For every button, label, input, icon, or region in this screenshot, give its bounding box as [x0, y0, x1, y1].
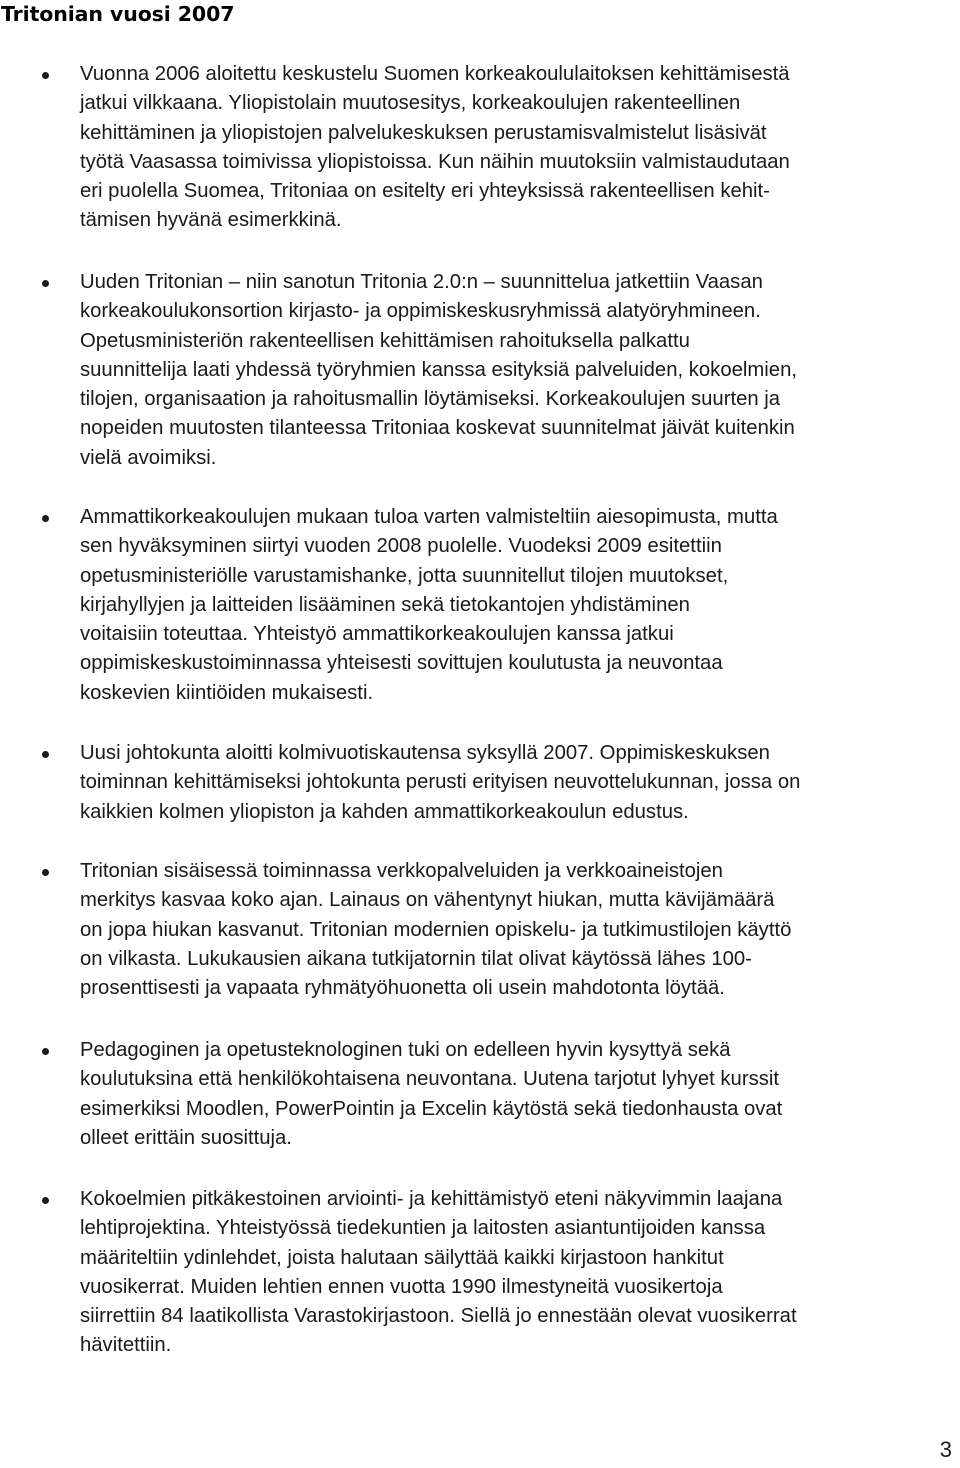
bullet-text: Tritonian sisäisessä toiminnassa verkkopalveluiden ja verkkoaineistojen merkitys kasvaa koko ajan. Lainaus on vähentynyt hiukan, mutta kävijämäärä on jopa hiukan kasvanut. Tritonian modernien opiskelu- ja tutkimustilojen käyttö on vilkasta. Lukukausien aikana tutkijatornin tilat olivat käytössä lähes 100- prosenttisesti ja vapaata ryhmätyöhuonetta oli usein mahdotonta löytää. [80, 860, 792, 1000]
page-number: 3 [939, 1437, 952, 1462]
bullet-text: Kokoelmien pitkäkestoinen arviointi- ja kehittämistyö eteni näkyvimmin laajana lehtiprojektina. Yhteistyössä tiedekuntien ja laitosten asiantuntijoiden kanssa määriteltiin ydinlehdet, joista halutaan säilyttää kaikki kirjastoon hankitut vuosikerrat. Muiden lehtien ennen vuotta 1990 ilmestyneitä vuosikertoja siirrettiin 84 laatikollista Varastokirjastoon. Siellä jo ennestään olevat vuosikerrat hävitettiin. [80, 1188, 797, 1357]
bullet-icon [42, 751, 49, 758]
bullet-text: Pedagoginen ja opetusteknologinen tuki on edelleen hyvin kysyttyä sekä koulutuksina että henkilökohtaisena neuvontana. Uutena tarjotut lyhyet kurssit esimerkiksi Moodlen, PowerPointin ja Excelin käytöstä sekä tiedonhausta ovat olleet erittäin suosittuja. [80, 1039, 783, 1149]
bullet-icon [42, 1048, 49, 1055]
bullet-icon [42, 1197, 49, 1204]
bullet-text: Ammattikorkeakoulujen mukaan tuloa varten valmisteltiin aiesopimusta, mutta sen hyväksyminen siirtyi vuoden 2008 puolelle. Vuodeksi 2009 esitettiin opetusministeriölle varustamishanke, jotta suunnitellut tilojen muutokset, kirjahyllyjen ja laitteiden lisääminen sekä tietokantojen yhdistäminen voitaisiin toteuttaa. Yhteistyö ammattikorkeakoulujen kanssa jatkui oppimiskeskustoiminnassa yhteisesti sovittujen koulutusta ja neuvontaa koskevien kiintiöiden mukaisesti. [80, 506, 778, 704]
bullet-icon [42, 72, 49, 79]
bullet-icon [42, 515, 49, 522]
bullet-icon [42, 280, 49, 287]
bullet-text: Uusi johtokunta aloitti kolmivuotiskautensa syksyllä 2007. Oppimiskeskuksen toiminnan kehittämiseksi johtokunta perusti erityisen neuvottelukunnan, jossa on kaikkien kolmen yliopiston ja kahden ammattikorkeakoulun edustus. [80, 742, 801, 823]
bullet-text: Vuonna 2006 aloitettu keskustelu Suomen korkeakoululaitoksen kehittämisestä jatkui vilkkaana. Yliopistolain muutosesitys, korkeakoulujen rakenteellinen kehittäminen ja yliopistojen palvelukeskuksen perustamisvalmistelut lisäsivät työtä Vaasassa toimivissa yliopistoissa. Kun näihin muutoksiin valmistaudutaan eri puolella Suomea, Tritoniaa on esitelty eri yhteyksissä rakenteellisen kehit- tämisen hyvänä esimerkkinä. [80, 63, 790, 232]
page-title: Tritonian vuosi 2007 [1, 2, 235, 26]
bullet-icon [42, 869, 49, 876]
bullet-text: Uuden Tritonian – niin sanotun Tritonia 2.0:n – suunnittelua jatkettiin Vaasan korkeakoulukonsortion kirjasto- ja oppimiskeskusryhmissä alatyöryhmineen. Opetusministeriön rakenteellisen kehittämisen rahoituksella palkattu suunnittelija laati yhdessä työryhmien kanssa esityksiä palveluiden, kokoelmien, tilojen, organisaation ja rahoitusmallin löytämiseksi. Korkeakoulujen suurten ja nopeiden muutosten tilanteessa Tritoniaa koskevat suunnitelmat jäivät kuitenkin vielä avoimiksi. [80, 271, 797, 469]
